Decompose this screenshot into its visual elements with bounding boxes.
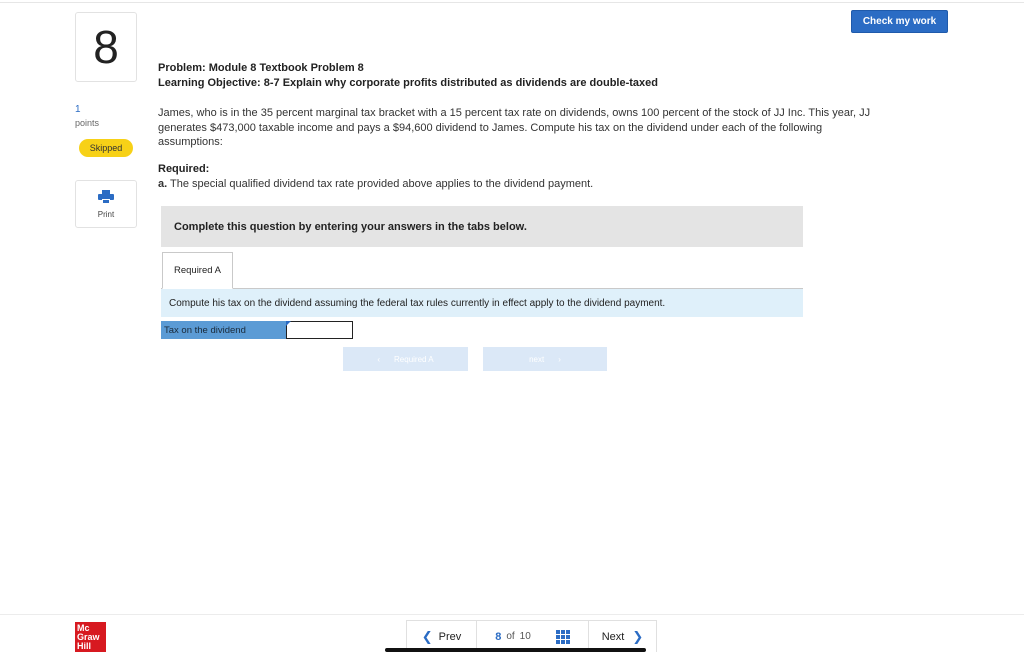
chevron-left-icon: ❮	[421, 628, 433, 644]
compute-instruction: Compute his tax on the dividend assuming the federal tax rules currently in effect apply to the dividend payment.	[161, 289, 803, 317]
footer-divider	[0, 614, 1024, 615]
printer-icon	[98, 190, 114, 204]
required-a-text: The special qualified dividend tax rate provided above applies to the dividend payment.	[170, 178, 594, 190]
required-a-item	[158, 178, 593, 190]
next-tab-button[interactable]	[483, 347, 607, 371]
tab-required-a[interactable]: Required A	[162, 252, 233, 289]
input-corner-marker	[286, 321, 291, 326]
required-heading: Required:	[158, 163, 210, 175]
top-divider	[0, 2, 1024, 3]
print-button[interactable]	[75, 180, 137, 228]
home-indicator-bar	[385, 648, 646, 652]
total-pages: 10	[519, 631, 531, 642]
required-a-letter: a.	[158, 178, 168, 190]
prev-tab-label: Required A	[394, 354, 434, 364]
learning-objective: Learning Objective: 8-7 Explain why corporate profits distributed as dividends are double-taxed	[158, 77, 658, 89]
tax-on-dividend-label: Tax on the dividend	[161, 321, 286, 339]
points-label: points	[75, 118, 100, 128]
prev-tab-button[interactable]	[343, 347, 468, 371]
tax-on-dividend-input[interactable]	[286, 321, 353, 339]
chevron-right-icon: ›	[558, 354, 561, 364]
check-my-work-button[interactable]: Check my work	[851, 10, 948, 33]
chevron-right-icon: ❯	[632, 628, 644, 644]
status-badge: Skipped	[79, 139, 133, 157]
current-page: 8	[495, 630, 502, 643]
prev-label: Prev	[438, 630, 462, 643]
chevron-left-icon: ‹	[377, 354, 381, 364]
points-value: 1	[75, 104, 81, 115]
problem-body: James, who is in the 35 percent marginal tax bracket with a 15 percent tax rate on dividends, owns 100 percent of the stock of JJ Inc. This year, JJ generates $473,000 taxable income and pays a $94,600 dividend to James. Compute his tax on the dividend under each of the following assumptions:	[158, 107, 871, 148]
next-label: Next	[601, 630, 625, 643]
grid-icon[interactable]	[556, 630, 570, 644]
mcgraw-hill-logo: Mc Graw Hill	[75, 622, 106, 652]
print-label: Print	[97, 209, 115, 219]
of-label: of	[506, 631, 515, 642]
instruction-banner: Complete this question by entering your answers in the tabs below.	[161, 206, 803, 247]
next-tab-label: next	[529, 354, 545, 364]
question-number: 8	[75, 12, 137, 82]
problem-title: Problem: Module 8 Textbook Problem 8	[158, 62, 364, 74]
